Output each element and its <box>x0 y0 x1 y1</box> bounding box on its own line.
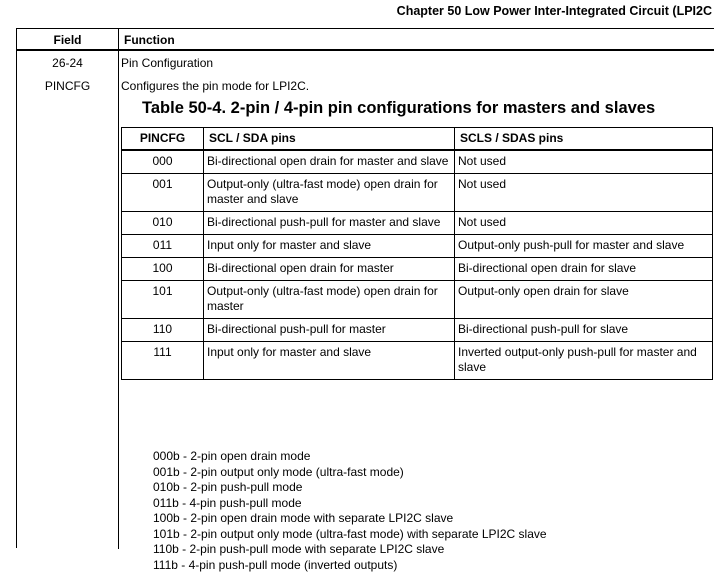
scl-sda-value: Input only for master and slave <box>204 342 455 380</box>
scl-sda-value: Output-only (ultra-fast mode) open drain for master <box>204 281 455 319</box>
scls-sdas-value: Not used <box>455 174 713 212</box>
pin-table-title: Table 50-4. 2-pin / 4-pin pin configurations for masters and slaves <box>142 99 655 118</box>
scl-sda-value: Input only for master and slave <box>204 235 455 258</box>
scl-sda-value: Bi-directional open drain for master <box>204 258 455 281</box>
table-row <box>122 212 713 235</box>
table-row <box>122 258 713 281</box>
header-scl-sda: SCL / SDA pins <box>204 128 455 151</box>
scls-sdas-value: Not used <box>455 150 713 174</box>
header-pincfg: PINCFG <box>122 128 204 151</box>
pincfg-value: 111 <box>122 342 204 380</box>
pincfg-value: 000 <box>122 150 204 174</box>
table-row <box>122 174 713 212</box>
scls-sdas-value: Output-only open drain for slave <box>455 281 713 319</box>
note-line: 000b - 2-pin open drain mode <box>153 449 547 465</box>
pincfg-value: 001 <box>122 174 204 212</box>
scl-sda-value: Bi-directional push-pull for master and slave <box>204 212 455 235</box>
note-line: 101b - 2-pin output only mode (ultra-fast mode) with separate LPI2C slave <box>153 527 547 543</box>
scls-sdas-value: Output-only push-pull for master and slave <box>455 235 713 258</box>
note-line: 011b - 4-pin push-pull mode <box>153 496 547 512</box>
pin-table-header-row <box>122 128 713 151</box>
pincfg-value: 010 <box>122 212 204 235</box>
column-divider <box>118 29 119 549</box>
field-bits: 26-24 <box>17 56 118 70</box>
table-row <box>122 342 713 380</box>
scls-sdas-value: Bi-directional open drain for slave <box>455 258 713 281</box>
scls-sdas-value: Inverted output-only push-pull for master and slave <box>455 342 713 380</box>
register-field-table <box>16 28 714 548</box>
table-row <box>122 235 713 258</box>
scl-sda-value: Output-only (ultra-fast mode) open drain for master and slave <box>204 174 455 212</box>
pin-config-table <box>121 127 713 380</box>
scls-sdas-value: Not used <box>455 212 713 235</box>
scl-sda-value: Bi-directional open drain for master and slave <box>204 150 455 174</box>
pincfg-value: 100 <box>122 258 204 281</box>
note-line: 100b - 2-pin open drain mode with separate LPI2C slave <box>153 511 547 527</box>
pincfg-value: 011 <box>122 235 204 258</box>
field-column-header: Field <box>17 33 118 47</box>
table-row <box>122 319 713 342</box>
function-description: Configures the pin mode for LPI2C. <box>121 79 309 93</box>
pincfg-value: 101 <box>122 281 204 319</box>
scls-sdas-value: Bi-directional push-pull for slave <box>455 319 713 342</box>
note-line: 110b - 2-pin push-pull mode with separate LPI2C slave <box>153 542 547 558</box>
table-row <box>122 150 713 174</box>
note-line: 001b - 2-pin output only mode (ultra-fast mode) <box>153 465 547 481</box>
chapter-header: Chapter 50 Low Power Inter-Integrated Circuit (LPI2C <box>397 4 712 18</box>
note-line: 010b - 2-pin push-pull mode <box>153 480 547 496</box>
note-line: 111b - 4-pin push-pull mode (inverted outputs) <box>153 558 547 573</box>
function-name: Pin Configuration <box>121 56 213 70</box>
field-name: PINCFG <box>17 79 118 93</box>
header-scls-sdas: SCLS / SDAS pins <box>455 128 713 151</box>
table-row <box>122 281 713 319</box>
function-column-header: Function <box>124 33 175 47</box>
pincfg-value-notes <box>153 449 547 573</box>
register-table-header <box>17 29 714 51</box>
pincfg-value: 110 <box>122 319 204 342</box>
scl-sda-value: Bi-directional push-pull for master <box>204 319 455 342</box>
